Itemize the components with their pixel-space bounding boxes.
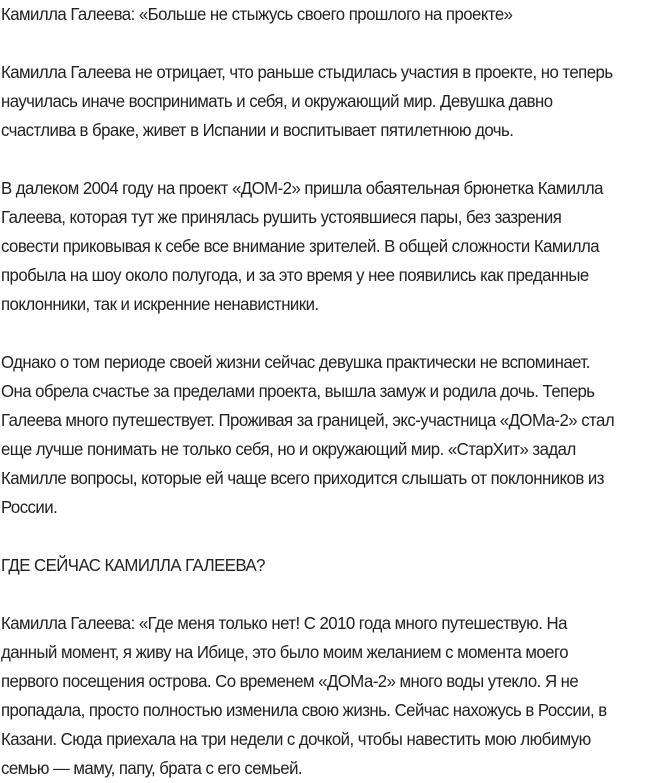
paragraph-history — [1, 174, 670, 319]
paragraph-line: научилась иначе воспринимать и себя, и окружающий мир. Девушка давно — [0, 91, 553, 111]
paragraph-intro — [1, 58, 670, 145]
spacer — [1, 29, 670, 58]
paragraph-line: России. — [0, 497, 58, 517]
paragraph-line: поклонники, так и искренние ненавистники. — [0, 294, 319, 314]
spacer — [1, 319, 670, 348]
paragraph-line: данный момент, я живу на Ибице, это было моим желанием с момента моего — [0, 642, 569, 662]
paragraph-line: Она обрела счастье за пределами проекта, вышла замуж и родила дочь. Теперь — [0, 381, 595, 401]
paragraph-line: семью — маму, папу, брата с его семьей. — [0, 758, 303, 778]
paragraph-line: Однако о том периоде своей жизни сейчас девушка практически не вспоминает. — [0, 352, 590, 372]
paragraph-line: еще лучше понимать не только себя, но и окружающий мир. «СтарХит» задал — [0, 439, 576, 459]
paragraph-line: Галеева, которая тут же принялась рушить устоявшиеся пары, без зазрения — [0, 207, 562, 227]
paragraph-line: первого посещения острова. Со временем «ДОМа-2» много воды утекло. Я не — [0, 671, 579, 691]
paragraph-line: счастлива в браке, живет в Испании и воспитывает пятилетнюю дочь. — [0, 120, 514, 140]
paragraph-line: Казани. Сюда приехала на три недели с дочкой, чтобы навестить мою любимую — [0, 729, 591, 749]
paragraph-line: Галеева много путешествует. Проживая за границей, экс-участница «ДОМа-2» стал — [0, 410, 615, 430]
section-subheading: ГДЕ СЕЙЧАС КАМИЛЛА ГАЛЕЕВА? — [0, 555, 265, 575]
paragraph-line: пропадала, просто полностью изменила свою жизнь. Сейчас нахожусь в России, в — [0, 700, 607, 720]
paragraph-line: пробыла на шоу около полугода, и за это время у нее появились как преданные — [0, 265, 589, 285]
paragraph-line: Камилла Галеева не отрицает, что раньше стыдилась участия в проекте, но теперь — [0, 62, 613, 82]
paragraph-quote — [1, 609, 670, 783]
paragraph-line: Камилла Галеева: «Где меня только нет! С 2010 года много путешествую. На — [0, 613, 567, 633]
spacer — [1, 145, 670, 174]
paragraph-line: Камилле вопросы, которые ей чаще всего приходится слышать от поклонников из — [0, 468, 604, 488]
spacer — [1, 522, 670, 551]
spacer — [1, 580, 670, 609]
paragraph-present — [1, 348, 670, 522]
article-title: Камилла Галеева: «Больше не стыжусь своего прошлого на проекте» — [0, 4, 513, 24]
paragraph-line: В далеком 2004 году на проект «ДОМ-2» пришла обаятельная брюнетка Камилла — [0, 178, 603, 198]
paragraph-line: совести приковывая к себе все внимание зрителей. В общей сложности Камилла — [0, 236, 600, 256]
